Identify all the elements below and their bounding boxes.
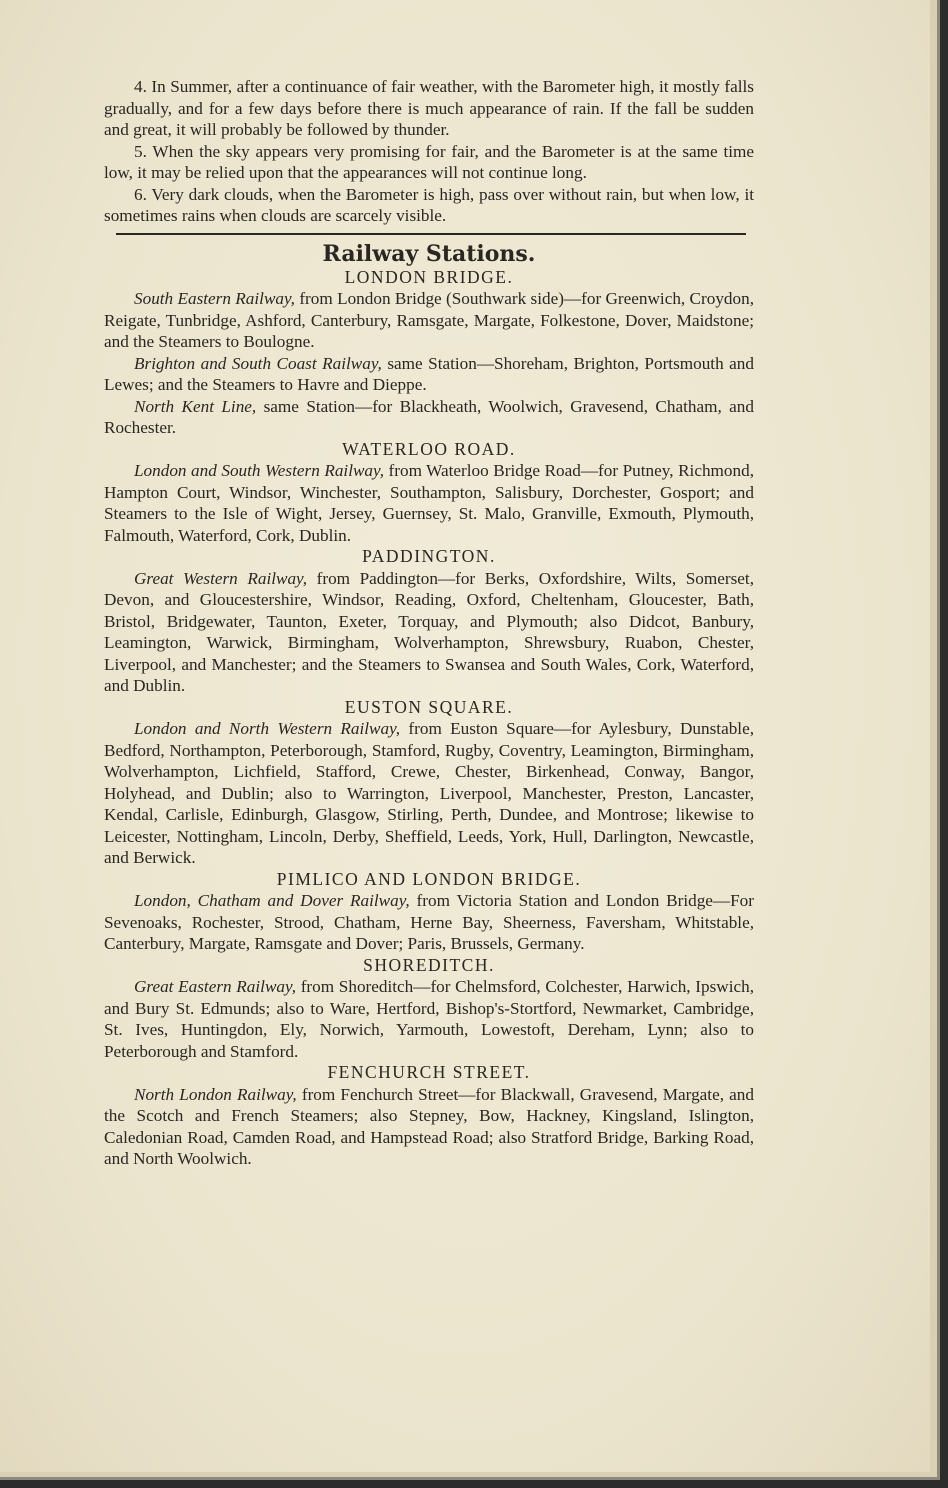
station-euston-square xyxy=(104,697,754,869)
station-heading: FENCHURCH STREET. xyxy=(327,1062,531,1082)
station-heading: LONDON BRIDGE. xyxy=(344,266,514,287)
railway-name: Great Western Railway, xyxy=(134,568,308,588)
station-heading: WATERLOO ROAD. xyxy=(342,438,516,459)
entry-text: from Victoria Station and London Bridge—For Sevenoaks, Rochester, Strood, Chatham, Herne Bay, Sheerness, Faversham, Whitstable, Canterbury, Margate, Ramsgate and Dover; Paris, Brussels, Germany. xyxy=(104,891,754,953)
station-entry xyxy=(104,718,754,869)
station-entry xyxy=(104,568,754,697)
station-entry xyxy=(104,1084,754,1170)
entry-text: from Shoreditch—for Chelmsford, Colchester, Harwich, Ipswich, and Bury St. Edmunds; also to Ware, Hertford, Bishop's-Stortford, Newmarket, Cambridge, St. Ives, Huntingdon, Ely, Norwich, Yarmouth, Lowestoft, Dereham, Lynn; also to Peterborough and Stamford. xyxy=(104,977,754,1061)
railway-name: London, Chatham and Dover Railway, xyxy=(134,891,410,910)
page-content xyxy=(104,76,754,1170)
station-entry xyxy=(104,396,754,439)
rule-paragraph: 6. Very dark clouds, when the Barometer is high, pass over without rain, but when low, it sometimes rains when clouds are scarcely visible. xyxy=(104,184,754,225)
station-london-bridge xyxy=(104,267,754,439)
station-entry xyxy=(104,353,754,396)
railway-name: Brighton and South Coast Railway, xyxy=(134,353,382,373)
rule-paragraph: 4. In Summer, after a continuance of fair weather, with the Barometer high, it mostly falls gradually, and for a few days before there is much appearance of rain. If the fall be sudden and great, it will probably be followed by thunder. xyxy=(104,77,754,139)
station-pimlico-london-bridge xyxy=(104,869,754,955)
rule-paragraph: 5. When the sky appears very promising for fair, and the Barometer is at the same time low, it may be relied upon that the appearances will not continue long. xyxy=(104,141,754,182)
station-heading: SHOREDITCH. xyxy=(363,954,495,975)
station-entry xyxy=(104,976,754,1062)
station-heading: EUSTON SQUARE. xyxy=(344,696,514,717)
station-heading: PADDINGTON. xyxy=(362,546,496,566)
railway-name: London and North Western Railway, xyxy=(134,719,401,738)
railway-name: London and South Western Railway, xyxy=(134,461,385,480)
railway-name: Great Eastern Railway, xyxy=(134,977,296,996)
entry-text: same Station—for Blackheath, Woolwich, Gravesend, Chatham, and Rochester. xyxy=(104,396,754,437)
station-fenchurch-street xyxy=(104,1062,754,1170)
station-shoreditch xyxy=(104,955,754,1063)
barometer-rules xyxy=(104,76,754,227)
station-entry xyxy=(104,288,754,353)
station-waterloo-road xyxy=(104,439,754,547)
entry-text: from Paddington—for Berks, Oxfordshire, Wilts, Somerset, Devon, and Gloucestershire, Windsor, Reading, Oxford, Cheltenham, Gloucester, Bath, Bristol, Bridgewater, Taunton, Exeter, Torquay, and Plymouth; also Didcot, Banbury, Leamington, Warwick, Birmingham, Wolverhampton, Shrewsbury, Ruabon, Chester, Liverpool, and Manchester; and the Steamers to Swansea and South Wales, Cork, Waterford, and Dublin. xyxy=(104,568,754,695)
section-divider xyxy=(116,233,746,235)
entry-text: from Fenchurch Street—for Blackwall, Gravesend, Margate, and the Scotch and French Steamers; also Stepney, Bow, Hackney, Kingsland, Islington, Caledonian Road, Camden Road, and Hampstead Road; also Stratford Bridge, Barking Road, and North Woolwich. xyxy=(104,1084,754,1168)
entry-text: from London Bridge (Southwark side)—for Greenwich, Croydon, Reigate, Tunbridge, Ashford, Canterbury, Ramsgate, Margate, Folkestone, Dover, Maidstone; and the Steamers to Boulogne. xyxy=(104,289,755,351)
railway-name: North London Railway, xyxy=(134,1084,297,1104)
entry-text: same Station—Shoreham, Brighton, Portsmouth and Lewes; and the Steamers to Havre and Dieppe. xyxy=(104,353,754,394)
railway-name: South Eastern Railway, xyxy=(134,289,295,308)
station-entry xyxy=(104,890,754,955)
station-entry xyxy=(104,460,754,546)
station-paddington xyxy=(104,546,754,697)
entry-text: from Euston Square—for Aylesbury, Dunstable, Bedford, Northampton, Peterborough, Stamford, Rugby, Coventry, Leamington, Birmingham, Wolverhampton, Lichfield, Stafford, Crewe, Chester, Birkenhead, Conway, Bangor, Holyhead, and Dublin; also to Warrington, Liverpool, Manchester, Preston, Lancaster, Kendal, Carlisle, Edinburgh, Glasgow, Stirling, Perth, Dundee, and Montrose; likewise to Leicester, Nottingham, Lincoln, Derby, Sheffield, Leeds, York, Hull, Darlington, Newcastle, and Berwick. xyxy=(104,719,754,867)
entry-text: from Waterloo Bridge Road—for Putney, Richmond, Hampton Court, Windsor, Winchester, Southampton, Salisbury, Dorchester, Gosport; and Steamers to the Isle of Wight, Jersey, Guernsey, St. Malo, Granville, Exmouth, Plymouth, Falmouth, Waterford, Cork, Dublin. xyxy=(104,461,754,545)
section-title: Railway Stations. xyxy=(322,240,536,267)
station-heading: PIMLICO AND LONDON BRIDGE. xyxy=(276,868,582,889)
railway-name: North Kent Line, xyxy=(134,396,257,416)
